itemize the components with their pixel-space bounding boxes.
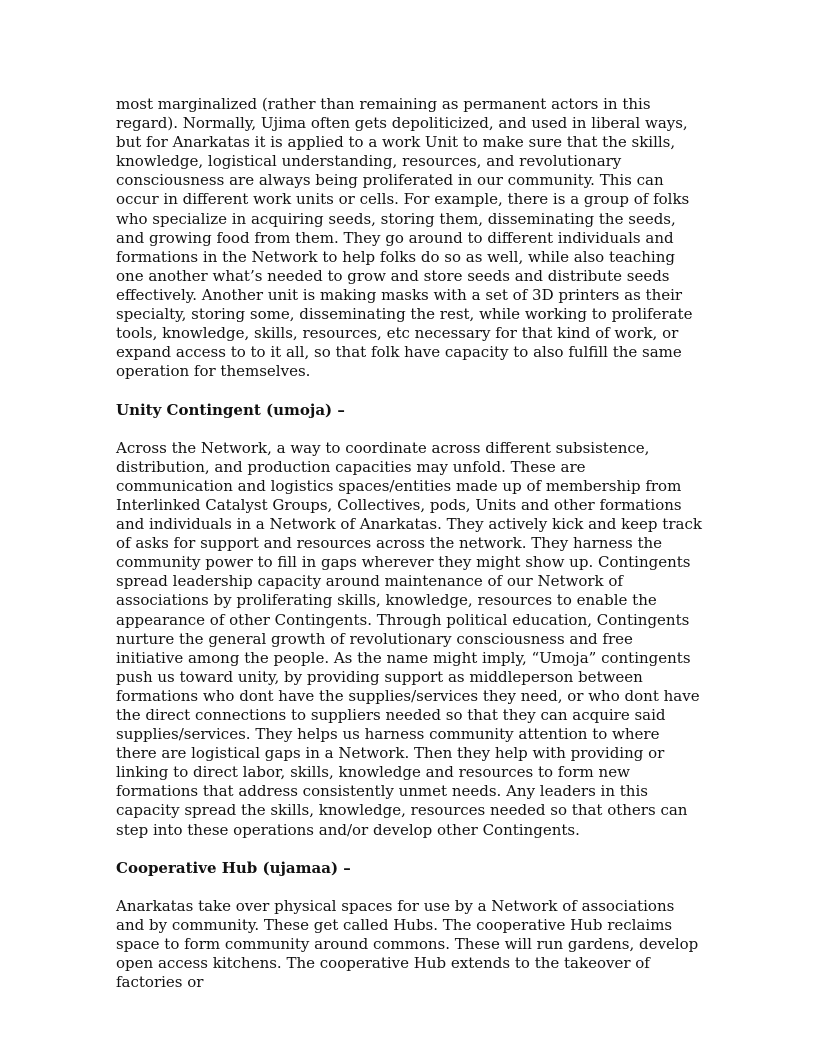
document-page — [116, 95, 704, 1012]
body-paragraph-ujima: most marginalized (rather than remaining as permanent actors in this regard). Normally, Ujima often gets depoliticized, and used in liberal ways, but for Anarkatas it is applied to a work Unit to make sure that the skills, knowledge, logistical understanding, resources, and revolutionary consciousness are always being proliferated in our community. This can occur in different work units or cells. For example, there is a group of folks who specialize in acquiring seeds, storing them, disseminating the seeds, and growing food from them. They go around to different individuals and formations in the Network to help folks do so as well, while also teaching one another what’s needed to grow and store seeds and distribute seeds effectively. Another unit is making masks with a set of 3D printers as their specialty, storing some, disseminating the rest, while working to proliferate tools, knowledge, skills, resources, etc necessary for that kind of work, or expand access to to it all, so that folk have capacity to also fulfill the same operation for themselves. — [116, 95, 693, 381]
body-paragraph-cooperative-hub: Anarkatas take over physical spaces for use by a Network of associations and by community. These get called Hubs. The cooperative Hub reclaims space to form community around commons. These will run gardens, develop open access kitchens. The cooperative Hub extends to the takeover of factories or — [116, 896, 699, 992]
section-heading-cooperative-hub: Cooperative Hub (ujamaa) – — [116, 858, 351, 877]
body-paragraph-unity-contingent: Across the Network, a way to coordinate across different subsistence, distribution, and production capacities may unfold. These are communication and logistics spaces/entities made up of membership from Interlinked Catalyst Groups, Collectives, pods, Units and other formations and individuals in a Network of Anarkatas. They actively kick and keep track of asks for support and resources across the network. They harness the community power to fill in gaps wherever they might show up. Contingents spread leadership capacity around maintenance of our Network of associations by proliferating skills, knowledge, resources to enable the appearance of other Contingents. Through political education, Contingents nurture the general growth of revolutionary consciousness and free initiative among the people. As the name might imply, “Umoja” contingents push us toward unity, by providing support as middleperson between formations who dont have the supplies/services they need, or who dont have the direct connections to suppliers needed so that they can acquire said supplies/services. They helps us harness community attention to where there are logistical gaps in a Network. Then they help with providing or linking to direct labor, skills, knowledge and resources to form new formations that address consistently unmet needs. Any leaders in this capacity spread the skills, knowledge, resources needed so that others can step into these operations and/or develop other Contingents. — [116, 438, 702, 839]
section-heading-unity-contingent: Unity Contingent (umoja) – — [116, 400, 345, 419]
